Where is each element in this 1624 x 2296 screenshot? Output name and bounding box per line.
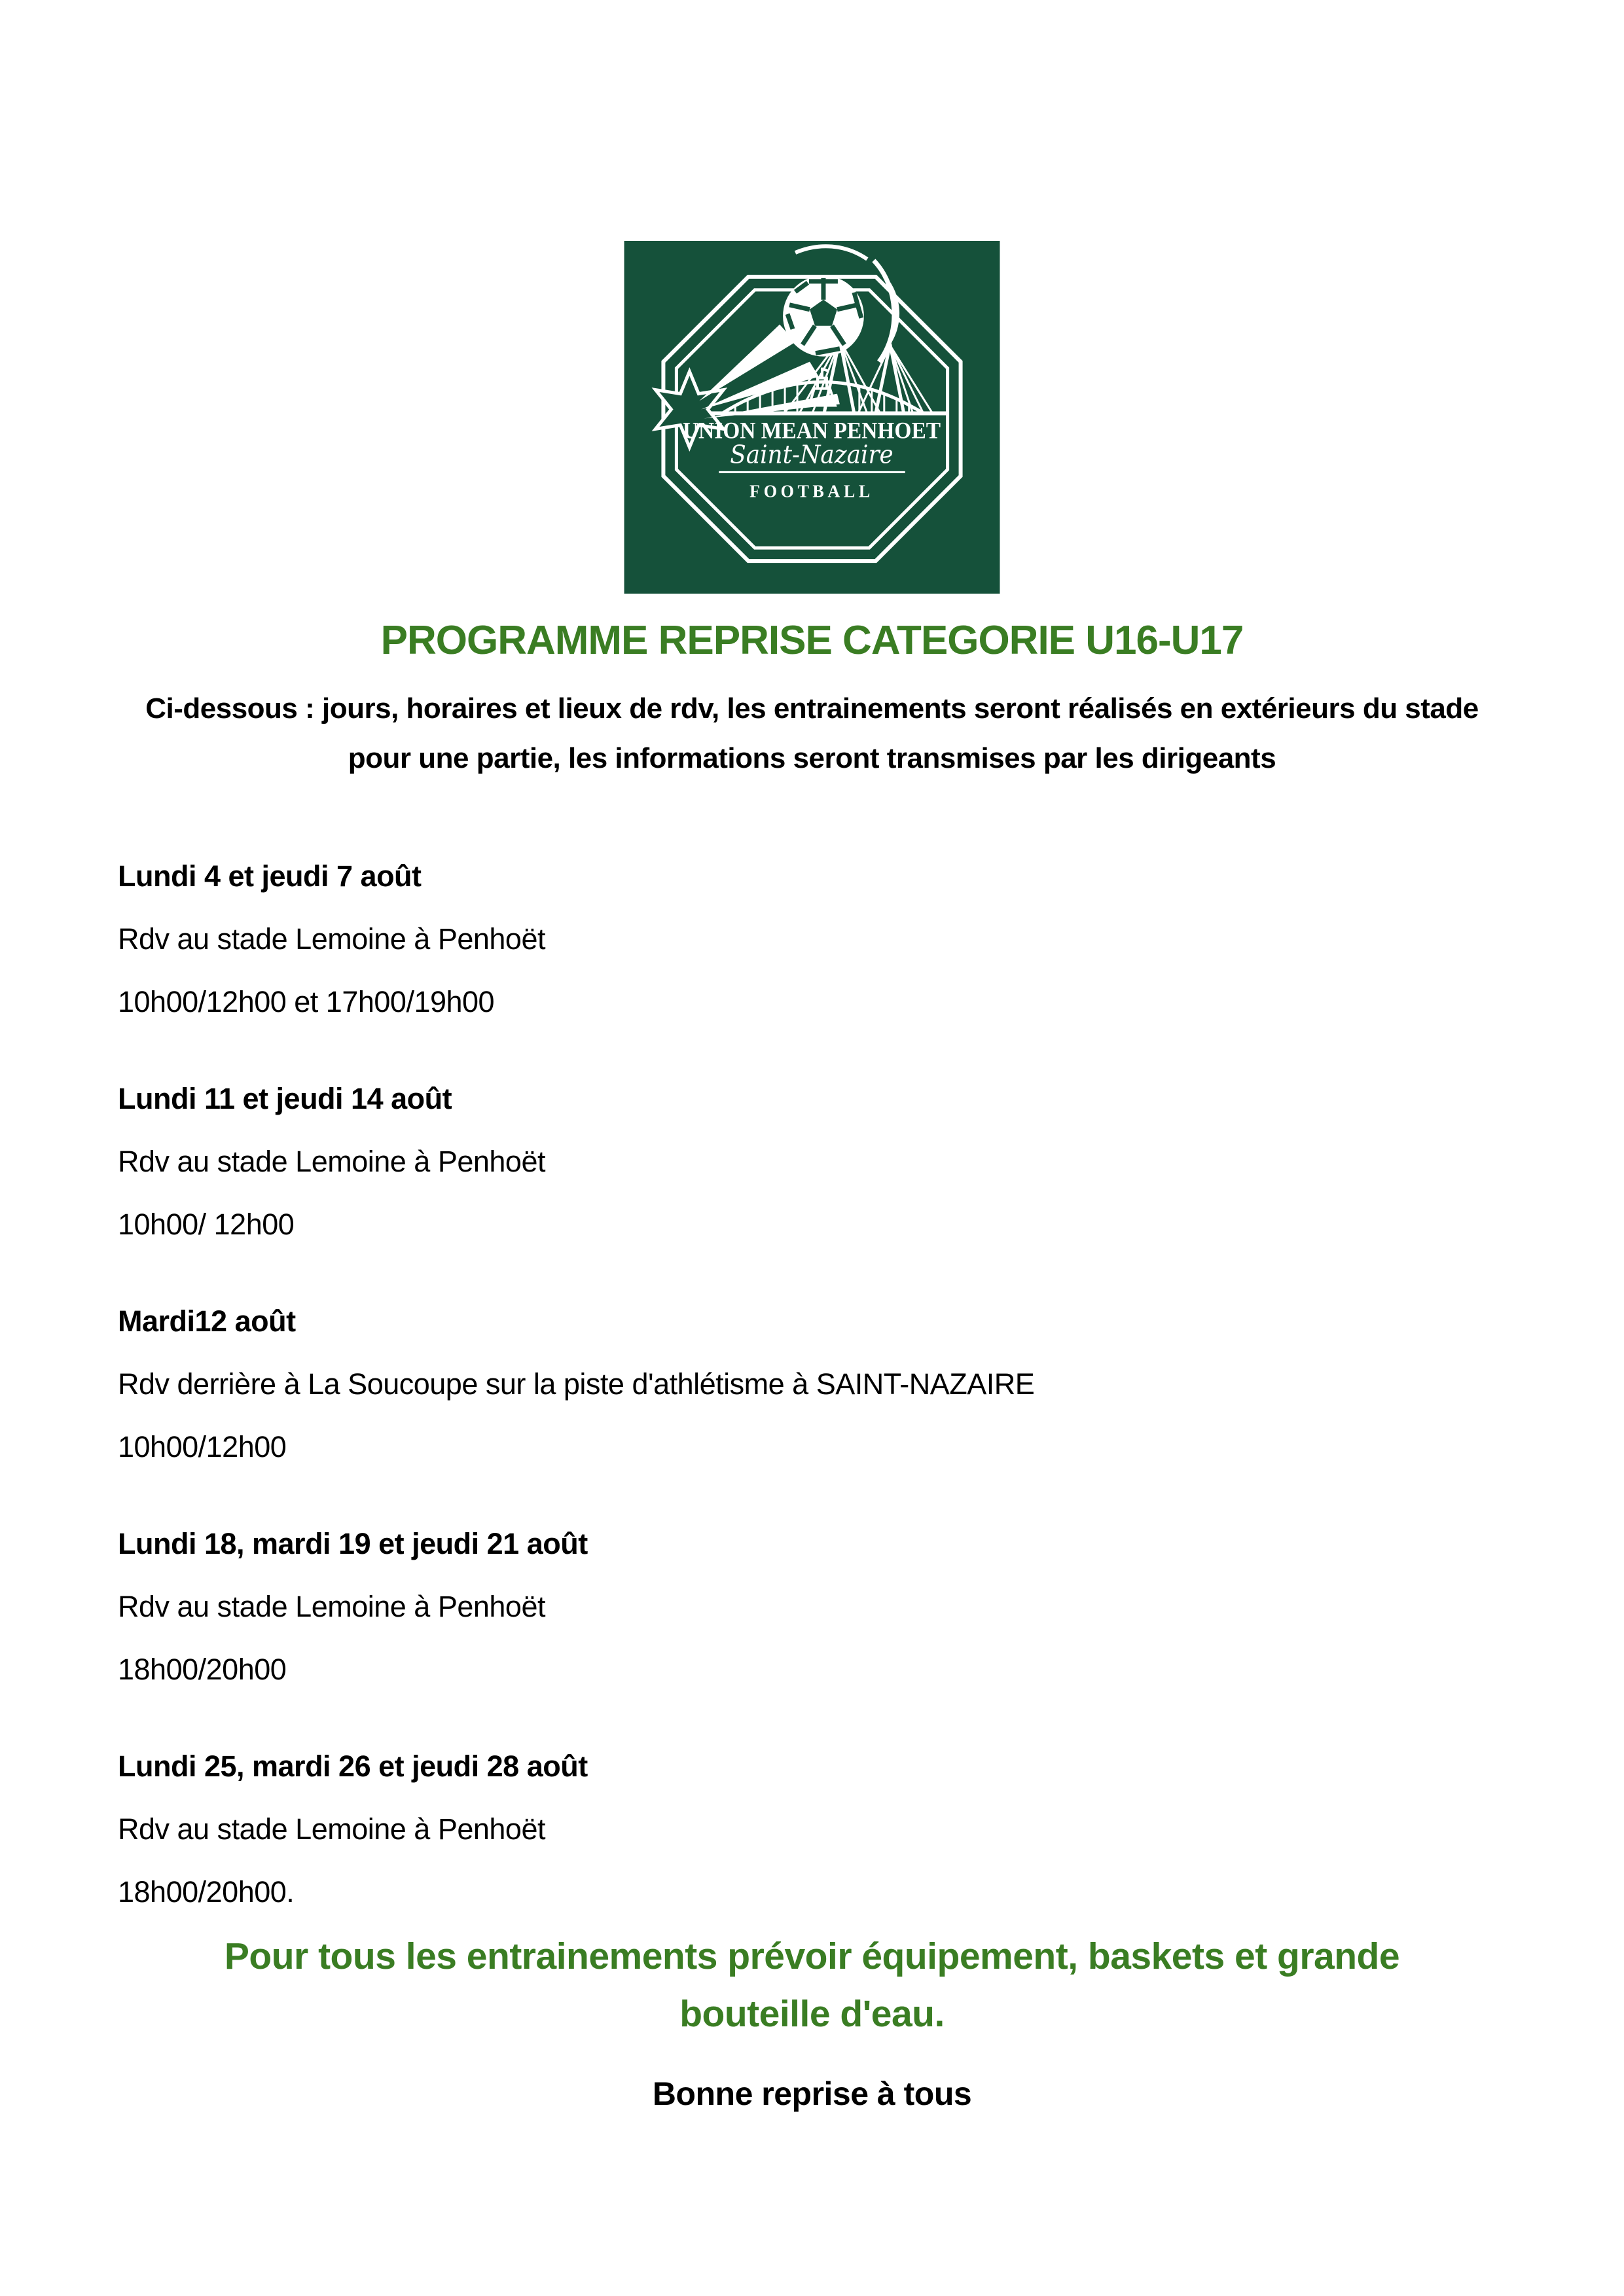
equipment-note-line-1: Pour tous les entrainements prévoir équipement, baskets et grande: [224, 1935, 1400, 1977]
schedule-location: Rdv derrière à La Soucoupe sur la piste d'athlétisme à SAINT-NAZAIRE: [118, 1367, 1035, 1401]
schedule-block: [118, 857, 1506, 1022]
schedule-location: Rdv au stade Lemoine à Penhoët: [118, 922, 545, 956]
schedule-block: [118, 1079, 1506, 1244]
equipment-note: [125, 1928, 1500, 2043]
schedule-time: 10h00/ 12h00: [118, 1208, 295, 1241]
schedule-date: Lundi 4 et jeudi 7 août: [118, 859, 422, 893]
schedule-location: Rdv au stade Lemoine à Penhoët: [118, 1812, 545, 1846]
schedule-block: [118, 1524, 1506, 1689]
farewell-message: Bonne reprise à tous: [652, 2075, 972, 2112]
equipment-note-line-2: bouteille d'eau.: [679, 1993, 945, 2035]
schedule-time: 10h00/12h00 et 17h00/19h00: [118, 985, 495, 1018]
schedule-date: Lundi 11 et jeudi 14 août: [118, 1082, 452, 1115]
schedule-time: 10h00/12h00: [118, 1430, 287, 1463]
training-schedule: [0, 857, 1624, 1912]
schedule-block: [118, 1302, 1506, 1467]
schedule-date: Lundi 25, mardi 26 et jeudi 28 août: [118, 1749, 588, 1783]
schedule-time: 18h00/20h00.: [118, 1875, 295, 1909]
logo-sport: FOOTBALL: [749, 481, 874, 502]
page-title: PROGRAMME REPRISE CATEGORIE U16-U17: [380, 618, 1244, 663]
schedule-date: Mardi12 août: [118, 1304, 296, 1338]
schedule-location: Rdv au stade Lemoine à Penhoët: [118, 1590, 545, 1623]
intro-paragraph: [73, 684, 1552, 783]
intro-line-2: pour une partie, les informations seront transmises par les dirigeants: [348, 742, 1276, 774]
logo-city: Saint-Nazaire: [730, 440, 893, 469]
schedule-location: Rdv au stade Lemoine à Penhoët: [118, 1145, 545, 1178]
club-logo-image: [624, 241, 1000, 594]
club-logo: [624, 241, 1000, 594]
schedule-date: Lundi 18, mardi 19 et jeudi 21 août: [118, 1527, 588, 1560]
intro-line-1: Ci-dessous : jours, horaires et lieux de rdv, les entrainements seront réalisés en extérieurs du stade: [145, 692, 1479, 725]
soccer-ball-icon: [783, 276, 864, 357]
logo-club-name: UNION MEAN PENHOET: [682, 417, 941, 444]
schedule-block: [118, 1747, 1506, 1912]
schedule-time: 18h00/20h00: [118, 1653, 287, 1686]
